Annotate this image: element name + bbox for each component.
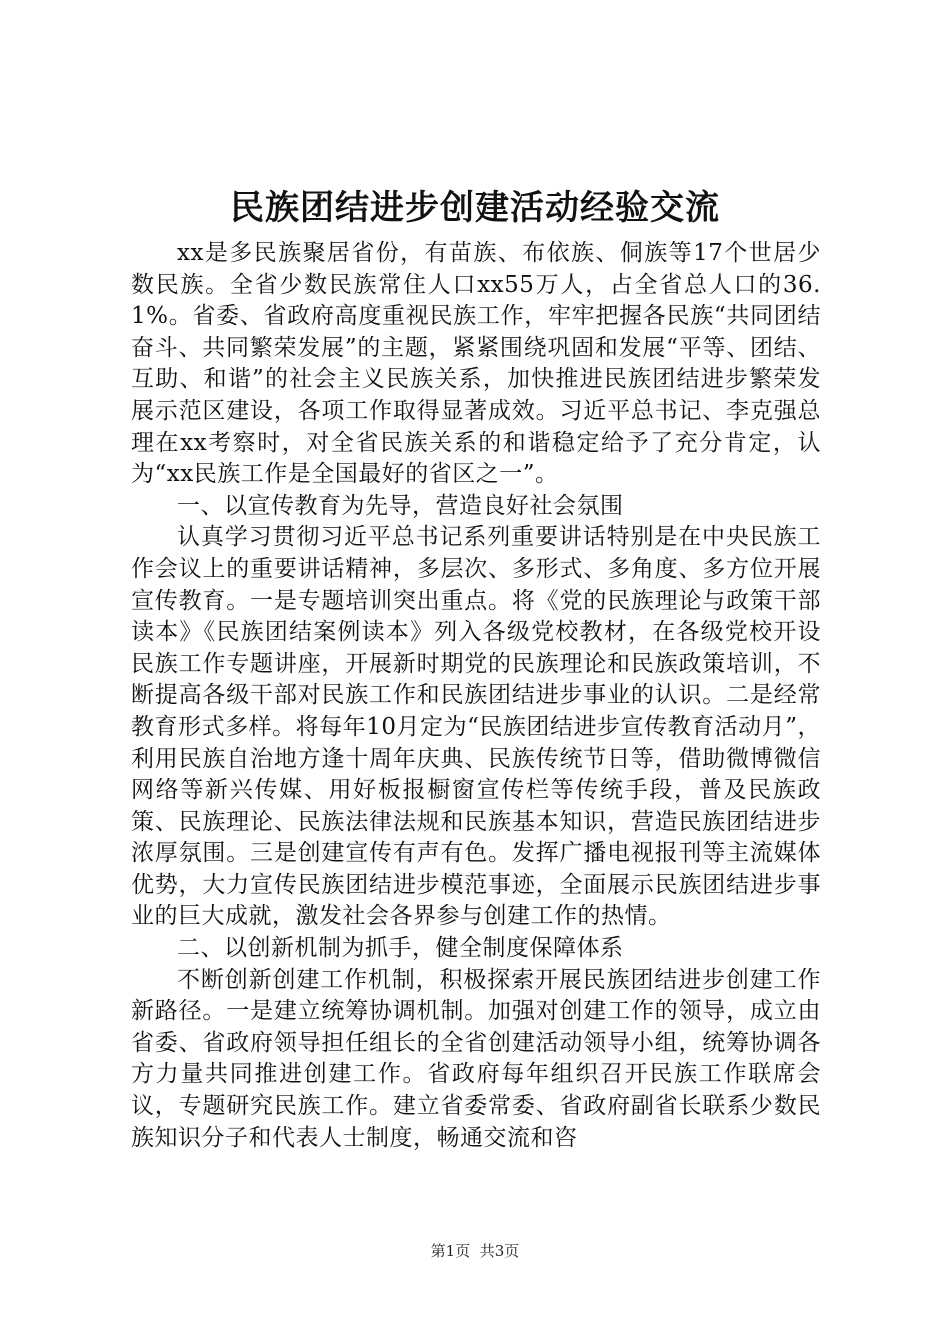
- section-2-paragraph: 不断创新创建工作机制，积极探索开展民族团结进步创建工作新路径。一是建立统筹协调机制。加强对创建工作的领导，成立由省委、省政府领导担任组长的全省创建活动领导小组，统筹协调各方力量共同推进创建工作。省政府每年组织召开民族工作联席会议，专题研究民族工作。建立省委常委、省政府副省长联系少数民族知识分子和代表人士制度，畅通交流和咨: [131, 966, 821, 1151]
- section-1-paragraph: 认真学习贯彻习近平总书记系列重要讲话特别是在中央民族工作会议上的重要讲话精神，多层次、多形式、多角度、多方位开展宣传教育。一是专题培训突出重点。将《党的民族理论与政策干部读本》《民族团结案例读本》列入各级党校教材，在各级党校开设民族工作专题讲座，开展新时期党的民族理论和民族政策培训，不断提高各级干部对民族工作和民族团结进步事业的认识。二是经常教育形式多样。将每年10月定为“民族团结进步宣传教育活动月”，利用民族自治地方逢十周年庆典、民族传统节日等，借助微博微信网络等新兴传媒、用好板报橱窗宣传栏等传统手段，普及民族政策、民族理论、民族法律法规和民族基本知识，营造民族团结进步浓厚氛围。三是创建宣传有声有色。发挥广播电视报刊等主流媒体优势，大力宣传民族团结进步模范事迹，全面展示民族团结进步事业的巨大成就，激发社会各界参与创建工作的热情。: [131, 524, 821, 930]
- page-footer: [0, 1240, 950, 1262]
- document-body: [131, 238, 821, 1154]
- section-heading-2: 二、以创新机制为抓手，健全制度保障体系: [177, 935, 624, 962]
- page-total: 共3页: [479, 1242, 520, 1260]
- document-title: 民族团结进步创建活动经验交流: [230, 188, 720, 228]
- section-heading-1: 一、以宣传教育为先导，营造良好社会氛围: [177, 492, 624, 519]
- page-number: 第1页: [430, 1242, 471, 1260]
- intro-paragraph: xx是多民族聚居省份，有苗族、布依族、侗族等17个世居少数民族。全省少数民族常住人口xx55万人，占全省总人口的36.1%。省委、省政府高度重视民族工作，牢牢把握各民族“共同团结奋斗、共同繁荣发展”的主题，紧紧围绕巩固和发展“平等、团结、互助、和谐”的社会主义民族关系，加快推进民族团结进步繁荣发展示范区建设，各项工作取得显著成效。习近平总书记、李克强总理在xx考察时，对全省民族关系的和谐稳定给予了充分肯定，认为“xx民族工作是全国最好的省区之一”。: [131, 240, 821, 488]
